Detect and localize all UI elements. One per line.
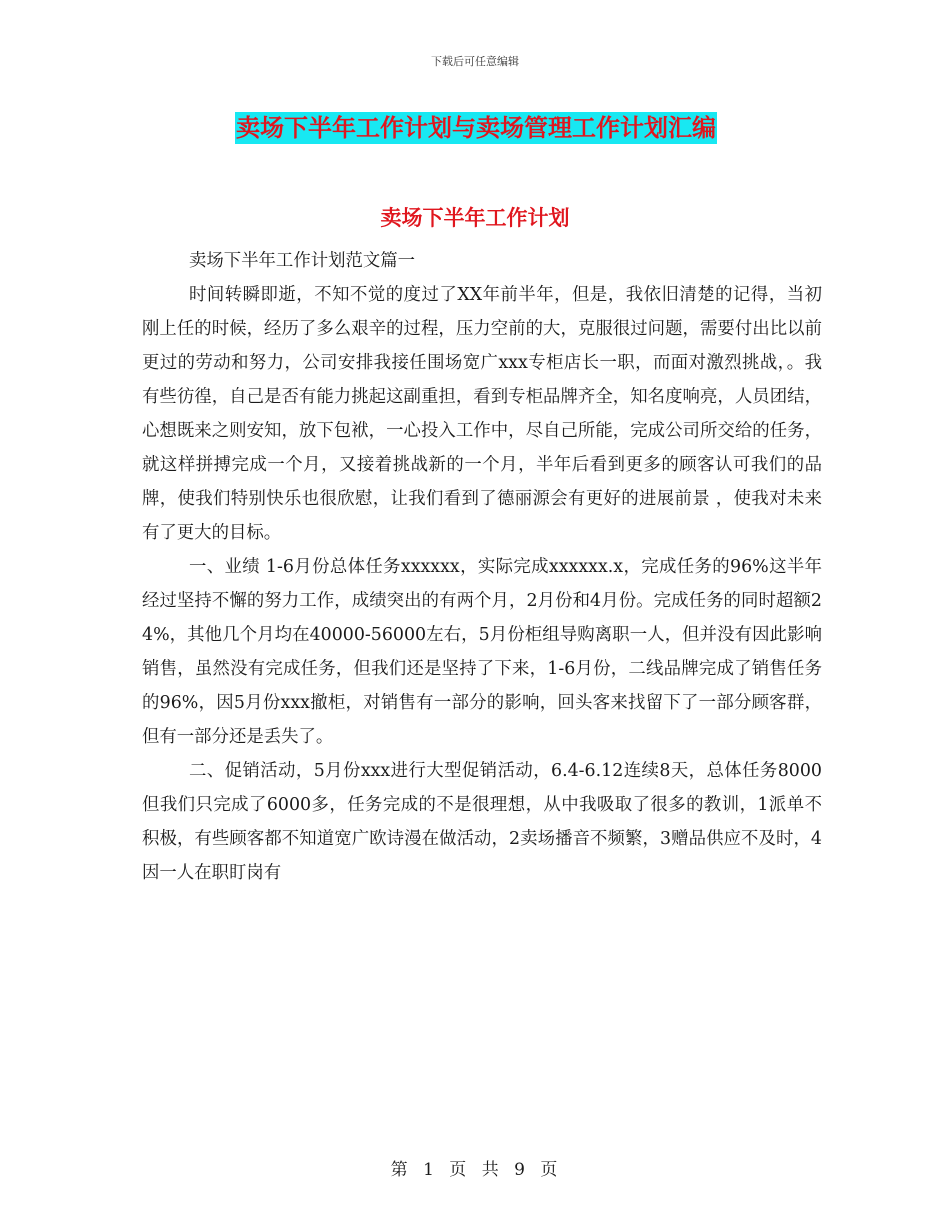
page-number-footer: 第 1 页 共 9 页 <box>390 1160 560 1180</box>
paragraph-heading: 卖场下半年工作计划范文篇一 <box>188 251 416 271</box>
header-note: 下载后可任意编辑 <box>431 55 519 68</box>
paragraph: 一、业绩 1-6月份总体任务xxxxxx，实际完成xxxxxx.x，完成任务的96%这半年经过坚持不懈的努力工作，成绩突出的有两个月，2月份和4月份。完成任务的同时超额24%，其他几个月均在40000-56000左右，5月份柜组导购离职一人，但并没有因此影响销售，虽然没有完成任务，但我们还是坚持了下来，1-6月份，二线品牌完成了销售任务的96%，因5月份xxx撤柜，对销售有一部分的影响，回头客来找留下了一部分顾客群，但有一部分还是丢失了。 <box>142 557 822 747</box>
document-title: 卖场下半年工作计划与卖场管理工作计划汇编 <box>236 114 716 142</box>
paragraph: 时间转瞬即逝，不知不觉的度过了XX年前半年，但是，我依旧清楚的记得，当初刚上任的时候，经历了多么艰辛的过程，压力空前的大，克服很过问题，需要付出比以前更过的劳动和努力，公司安排我接任围场宽广xxx专柜店长一职，而面对激烈挑战，。我有些彷徨，自己是否有能力挑起这副重担，看到专柜品牌齐全，知名度响亮，人员团结，心想既来之则安知，放下包袱，一心投入工作中，尽自己所能，完成公司所交给的任务，就这样拼搏完成一个月，又接着挑战新的一个月，半年后看到更多的顾客认可我们的品牌，使我们特别快乐也很欣慰，让我们看到了德丽源会有更好的进展前景 ，使我对未来有了更大的目标。 <box>142 285 822 543</box>
section-title: 卖场下半年工作计划 <box>380 206 570 230</box>
body-text <box>142 244 822 890</box>
paragraph: 二、促销活动，5月份xxx进行大型促销活动，6.4-6.12连续8天，总体任务8000但我们只完成了6000多，任务完成的不是很理想，从中我吸取了很多的教训，1派单不积极，有些顾客都不知道宽广欧诗漫在做活动，2卖场播音不频繁，3赠品供应不及时，4因一人在职盯岗有 <box>142 761 822 883</box>
